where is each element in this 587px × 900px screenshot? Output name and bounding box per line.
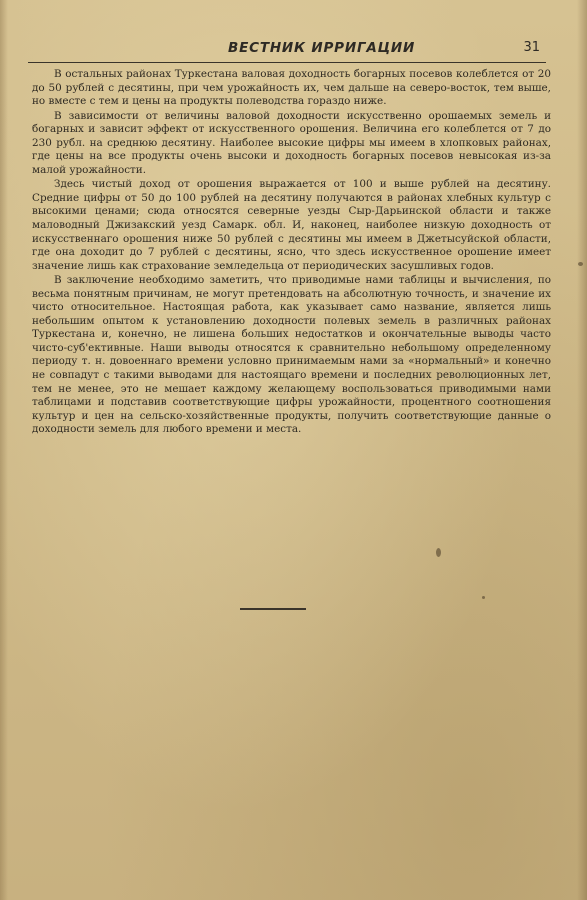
article-body: [32, 68, 551, 437]
end-of-article-rule: [240, 608, 306, 610]
header-divider: [28, 62, 546, 63]
page-edge-right: [577, 0, 587, 900]
paragraph: Здесь чистый доход от орошения выражается от 100 и выше рублей на десятину. Средние цифры от 50 до 100 рублей на десятину получаются в районах хлебных культур с высокими ценами; сюда относятся северные уезды Сыр-Дарьинской области и также маловодный Джизакский уезд Самарк. обл. И, наконец, наиболее низкую доходность от искусственнаго орошения ниже 50 рублей с десятины мы имеем в Джетысуйской области, где она доходит до 7 рублей с десятины, ясно, что здесь искусственное орошение имеет значение лишь как страхование земледельца от периодических засушливых годов.: [32, 178, 551, 272]
paragraph: В остальных районах Туркестана валовая доходность богарных посевов колеблется от 20 до 50 рублей с десятины, при чем урожайность их, чем дальше на северо-восток, тем выше, но вместе с тем и цены на продукты полеводства гораздо ниже.: [32, 68, 551, 108]
page-number: 31: [523, 40, 540, 55]
ink-spot: [482, 596, 485, 599]
running-header: [28, 38, 560, 60]
journal-title: ВЕСТНИК ИРРИГАЦИИ: [228, 40, 416, 56]
ink-spot: [578, 262, 583, 266]
paragraph: В заключение необходимо заметить, что приводимые нами таблицы и вычисления, по весьма понятным причинам, не могут претендовать на абсолютную точность, и значение их чисто относительное. Настоящая работа, как указывает само название, является лишь небольшим опытом к установлению доходности полевых земель в различных районах Туркестана и, конечно, не лишена больших недостатков и окончательные выводы часто чисто-суб'ективные. Наши выводы относятся к сравнительно небольшому определенному периоду т. н. довоеннаго времени условно принимаемым нами за «нормальный» и конечно не совпадут с такими выводами для настоящаго времени и последних революционных лет, тем не менее, это не мешает каждому желающему воспользоваться приводимыми нами таблицами и подставив соответствующие цифры урожайности, процентного соотношения культур и цен на сельско-хозяйственные продукты, получить соответствующие данные о доходности земель для любого времени и места.: [32, 274, 551, 436]
paragraph: В зависимости от величины валовой доходности искусственно орошаемых земель и богарных и зависит эффект от искусственного орошения. Величина его колеблется от 7 до 230 рубл. на среднюю десятину. Наиболее высокие цифры мы имеем в хлопковых районах, где цены на все продукты очень высоки и доходность богарных посевов невысокая из-за малой урожайности.: [32, 109, 551, 176]
page-edge-left: [0, 0, 8, 900]
ink-spot: [436, 548, 441, 557]
